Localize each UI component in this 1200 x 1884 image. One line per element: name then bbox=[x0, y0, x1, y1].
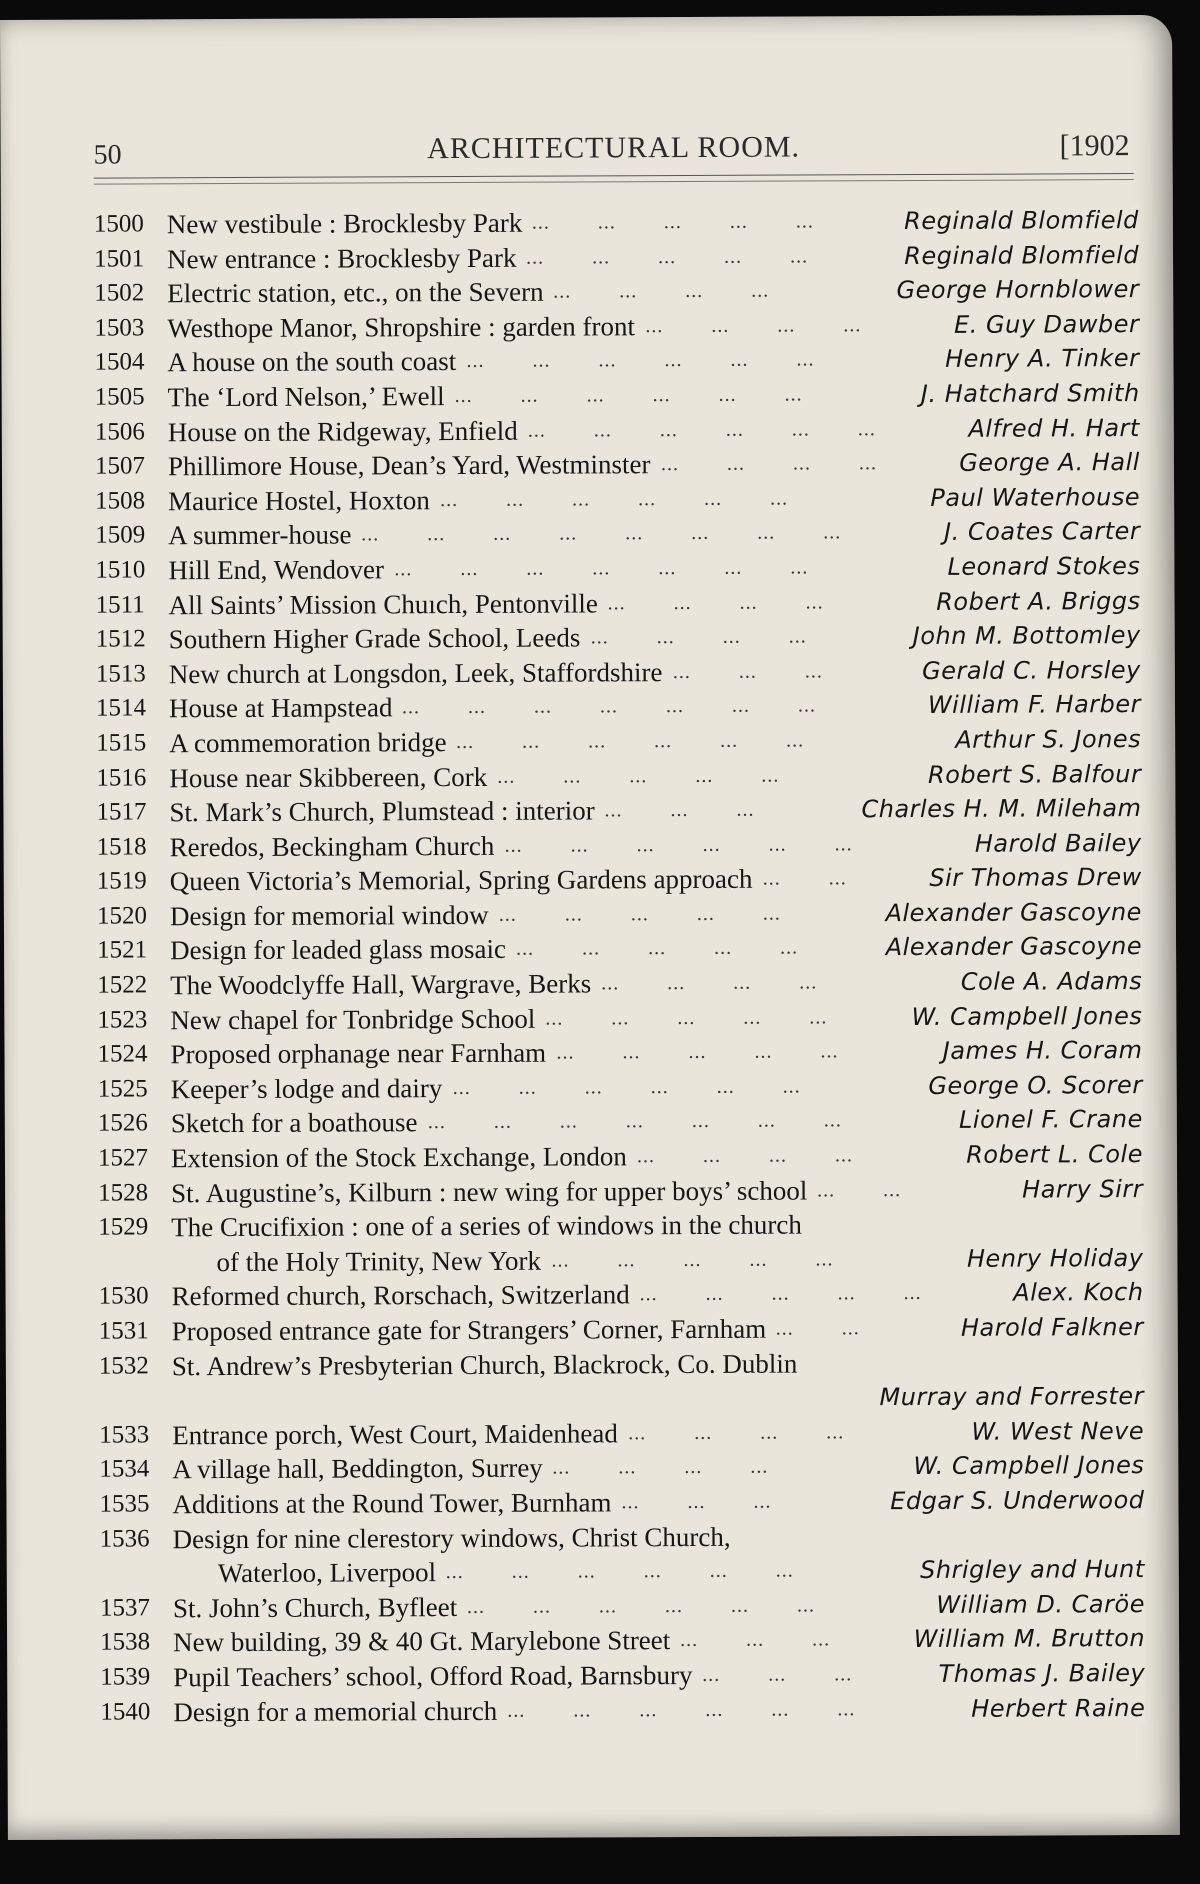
entry-title: All Saints’ Mission Chuıch, Pentonville bbox=[168, 587, 598, 620]
dot-leader: ... ... bbox=[762, 867, 847, 890]
catalogue-entry bbox=[97, 895, 1142, 934]
entry-number: 1529 bbox=[98, 1213, 149, 1241]
entry-author: Paul Waterhouse bbox=[922, 480, 1140, 516]
entry-line bbox=[97, 929, 1142, 968]
entry-author: Murray and Forrester bbox=[871, 1379, 1144, 1415]
dot-leader: ... ... ... bbox=[680, 1628, 831, 1652]
catalogue-entries bbox=[94, 203, 1146, 1730]
entry-number: 1500 bbox=[93, 210, 144, 238]
entry-line bbox=[98, 1275, 1143, 1314]
entry-title: of the Holy Trinity, New York bbox=[216, 1245, 542, 1277]
entry-author: Thomas J. Bailey bbox=[931, 1656, 1146, 1692]
entry-line bbox=[99, 1310, 1144, 1349]
entry-title: A house on the south coast bbox=[167, 346, 457, 378]
entry-number: 1502 bbox=[94, 279, 145, 307]
entry-title: Keeper’s lodge and dairy bbox=[170, 1072, 443, 1105]
entry-number: 1532 bbox=[98, 1351, 149, 1380]
dot-leader: ... ... bbox=[817, 1178, 902, 1202]
entry-author: William D. Caröe bbox=[928, 1587, 1145, 1623]
entry-number: 1538 bbox=[100, 1628, 151, 1656]
entry-title: New entrance : Brocklesby Park bbox=[166, 242, 517, 274]
entry-author: Alexander Gascoyne bbox=[877, 895, 1141, 931]
dot-leader: ... ... ... ... ... bbox=[516, 936, 799, 961]
dot-leader: ... ... ... ... ... ... ... bbox=[401, 694, 817, 719]
entry-author: E. Guy Dawber bbox=[946, 307, 1139, 342]
entry-number: 1523 bbox=[97, 1006, 148, 1034]
entry-title: House at Hampstead bbox=[168, 692, 393, 724]
entry-number: 1511 bbox=[95, 590, 145, 619]
entry-author: J. Hatchard Smith bbox=[913, 376, 1140, 412]
entry-line bbox=[98, 1206, 1143, 1245]
entry-title: Hill End, Wendover bbox=[168, 554, 385, 586]
catalogue-entry bbox=[96, 722, 1141, 761]
entry-line bbox=[95, 549, 1140, 588]
entry-number: 1520 bbox=[96, 902, 147, 930]
dot-leader: ... ... ... ... ... ... bbox=[452, 1075, 801, 1099]
catalogue-entry bbox=[95, 480, 1140, 519]
catalogue-entry bbox=[97, 826, 1142, 865]
catalogue-entry bbox=[95, 411, 1140, 450]
entry-title: St. John’s Church, Byfleet bbox=[172, 1591, 458, 1624]
entry-title: The Crucifixion : one of a series of windows in the church bbox=[171, 1209, 802, 1243]
entry-author: Cole A. Adams bbox=[953, 964, 1143, 999]
entry-title: A summer-house bbox=[168, 519, 352, 551]
entry-line bbox=[96, 791, 1141, 830]
entry-line bbox=[98, 1102, 1143, 1141]
entry-title: Design for memorial window bbox=[169, 899, 489, 932]
catalogue-entry bbox=[95, 445, 1140, 484]
dot-leader: ... ... ... bbox=[672, 660, 823, 683]
entry-number: 1539 bbox=[100, 1663, 151, 1691]
entry-author: W. West Neve bbox=[963, 1414, 1144, 1449]
entry-title: New building, 39 & 40 Gt. Marylebone Street bbox=[173, 1625, 671, 1658]
entry-line bbox=[95, 584, 1140, 623]
running-title: ARCHITECTURAL ROOM. bbox=[427, 130, 801, 166]
catalogue-entry bbox=[98, 1102, 1143, 1141]
page-number: 50 bbox=[93, 139, 122, 171]
entry-number: 1507 bbox=[94, 452, 146, 480]
entry-line bbox=[96, 757, 1141, 796]
dot-leader: ... ... ... ... ... bbox=[531, 210, 814, 234]
catalogue-entry bbox=[95, 549, 1140, 588]
entry-number: 1503 bbox=[94, 314, 145, 342]
catalogue-entry bbox=[97, 964, 1142, 1003]
catalogue-entry bbox=[98, 1137, 1143, 1176]
entry-line bbox=[95, 514, 1140, 553]
entry-author: Robert A. Briggs bbox=[928, 584, 1141, 620]
dot-leader: ... ... ... bbox=[702, 1663, 853, 1686]
entry-line bbox=[97, 860, 1142, 899]
entry-line bbox=[94, 272, 1139, 311]
dot-leader: ... ... ... ... ... ... bbox=[466, 348, 815, 373]
entry-line bbox=[94, 238, 1139, 277]
entry-line bbox=[99, 1483, 1144, 1522]
catalogue-entry bbox=[94, 341, 1139, 380]
entry-author: Sir Thomas Drew bbox=[921, 860, 1142, 896]
catalogue-entry bbox=[96, 687, 1141, 726]
entry-number: 1531 bbox=[98, 1317, 149, 1345]
entry-continuation-line bbox=[100, 1552, 1145, 1591]
entry-title: Entrance porch, West Court, Maidenhead bbox=[172, 1418, 618, 1451]
dot-leader: ... ... ... ... bbox=[553, 279, 770, 303]
entry-title: New church at Longsdon, Leek, Staffordshire bbox=[168, 656, 663, 689]
entry-title: A commemoration bridge bbox=[169, 726, 447, 759]
entry-title: Extension of the Stock Exchange, London bbox=[170, 1141, 627, 1174]
dot-leader: ... ... ... bbox=[604, 798, 755, 822]
catalogue-entry bbox=[96, 791, 1141, 830]
dot-leader: ... ... ... ... ... ... bbox=[440, 487, 789, 511]
dot-leader: ... ... ... ... bbox=[636, 1144, 854, 1168]
catalogue-entry bbox=[99, 1345, 1144, 1419]
dot-leader: ... ... ... ... ... ... bbox=[507, 1697, 856, 1722]
entry-number: 1501 bbox=[93, 244, 145, 273]
entry-line bbox=[99, 1345, 1144, 1384]
entry-line bbox=[97, 826, 1142, 865]
dot-leader: ... ... ... ... ... bbox=[525, 245, 809, 269]
catalogue-entry bbox=[95, 376, 1140, 415]
entry-number: 1514 bbox=[95, 694, 147, 722]
entry-line bbox=[99, 1448, 1144, 1487]
entry-number: 1537 bbox=[99, 1594, 150, 1622]
catalogue-entry bbox=[96, 757, 1141, 796]
entry-number: 1530 bbox=[98, 1282, 149, 1310]
catalogue-entry bbox=[95, 584, 1140, 623]
entry-author: Harold Bailey bbox=[967, 826, 1142, 861]
dot-leader: ... ... ... ... ... ... bbox=[456, 729, 805, 753]
entry-title: Queen Victoria’s Memorial, Spring Gardens approach bbox=[169, 864, 753, 897]
entry-line bbox=[95, 376, 1140, 415]
catalogue-entry bbox=[98, 1206, 1143, 1280]
entry-title: Design for leaded glass mosaic bbox=[169, 934, 507, 966]
entry-author: Robert L. Cole bbox=[958, 1137, 1143, 1172]
entry-title: Southern Higher Grade School, Leeds bbox=[168, 622, 581, 655]
catalogue-entry bbox=[94, 203, 1139, 242]
dot-leader: ... ... ... ... ... ... ... bbox=[427, 1109, 842, 1134]
dot-leader: ... ... ... ... ... ... bbox=[504, 832, 853, 857]
entry-title: Reredos, Beckingham Church bbox=[169, 830, 495, 862]
year-marker: [1902 bbox=[1059, 129, 1130, 163]
catalogue-entry bbox=[97, 1033, 1142, 1072]
entry-title: St. Augustine’s, Kilburn : new wing for upper boys’ school bbox=[171, 1175, 808, 1208]
catalogue-entry bbox=[97, 860, 1142, 899]
catalogue-entry bbox=[100, 1656, 1145, 1695]
entry-author: William M. Brutton bbox=[906, 1621, 1145, 1657]
catalogue-entry bbox=[98, 1275, 1143, 1314]
entry-title: Phillimore House, Dean’s Yard, Westminster bbox=[167, 449, 651, 482]
entry-title: New chapel for Tonbridge School bbox=[170, 1003, 536, 1035]
entry-title: Reformed church, Rorschach, Switzerland bbox=[171, 1279, 630, 1312]
dot-leader: ... ... ... ... bbox=[590, 625, 807, 649]
entry-number: 1519 bbox=[96, 867, 147, 895]
entry-line bbox=[94, 203, 1139, 242]
entry-number: 1522 bbox=[97, 971, 148, 999]
entry-title: Proposed orphanage near Farnham bbox=[170, 1037, 547, 1070]
entry-title: Electric station, etc., on the Severn bbox=[167, 276, 544, 309]
entry-author: Harold Falkner bbox=[953, 1310, 1144, 1345]
book-page bbox=[0, 15, 1180, 1840]
entry-author: Harry Sirr bbox=[1014, 1172, 1143, 1207]
entry-author: John M. Bottomley bbox=[905, 618, 1141, 654]
entry-author: Reginald Blomfield bbox=[896, 203, 1139, 239]
entry-number: 1540 bbox=[100, 1697, 151, 1726]
entry-number: 1528 bbox=[98, 1178, 149, 1207]
entry-number: 1509 bbox=[95, 521, 146, 549]
entry-number: 1524 bbox=[97, 1040, 148, 1068]
entry-author: Arthur S. Jones bbox=[947, 722, 1141, 757]
entry-title: Maurice Hostel, Hoxton bbox=[168, 484, 430, 517]
entry-number: 1517 bbox=[96, 798, 147, 826]
catalogue-entry bbox=[94, 307, 1139, 346]
entry-line bbox=[94, 307, 1139, 346]
catalogue-entry bbox=[98, 1172, 1143, 1211]
entry-author: Herbert Raine bbox=[963, 1691, 1145, 1726]
entry-line bbox=[98, 1172, 1143, 1211]
catalogue-entry bbox=[96, 618, 1141, 657]
entry-line bbox=[95, 411, 1140, 450]
catalogue-entry bbox=[100, 1518, 1145, 1592]
catalogue-entry bbox=[99, 1483, 1144, 1522]
entry-title: Sketch for a boathouse bbox=[170, 1107, 418, 1139]
entry-author: William F. Harber bbox=[920, 687, 1141, 723]
entry-number: 1527 bbox=[97, 1144, 149, 1172]
entry-author: Edgar S. Underwood bbox=[882, 1483, 1144, 1519]
dot-leader: ... ... ... ... ... bbox=[497, 764, 780, 788]
entry-number: 1533 bbox=[99, 1421, 150, 1449]
entry-line bbox=[96, 687, 1141, 726]
dot-leader: ... ... ... ... ... ... ... bbox=[394, 556, 809, 581]
entry-line bbox=[97, 895, 1142, 934]
entry-title: St. Mark’s Church, Plumstead : interior bbox=[169, 795, 595, 828]
dot-leader: ... ... ... ... ... bbox=[545, 1006, 828, 1030]
catalogue-entry bbox=[94, 272, 1139, 311]
entry-line bbox=[100, 1587, 1145, 1626]
entry-author: George A. Hall bbox=[951, 445, 1140, 480]
entry-author: Lionel F. Crane bbox=[951, 1102, 1143, 1137]
entry-continuation-line bbox=[98, 1241, 1143, 1280]
entry-author: Alfred H. Hart bbox=[960, 411, 1140, 446]
dot-leader: ... ... ... ... ... ... bbox=[454, 383, 803, 407]
entry-number: 1521 bbox=[97, 936, 148, 965]
entry-continuation-line bbox=[99, 1379, 1144, 1418]
entry-line bbox=[98, 1068, 1143, 1107]
entry-number: 1526 bbox=[97, 1109, 148, 1138]
entry-title: Additions at the Round Tower, Burnham bbox=[172, 1487, 612, 1520]
catalogue-entry bbox=[100, 1587, 1145, 1626]
catalogue-entry bbox=[95, 514, 1140, 553]
entry-number: 1512 bbox=[95, 625, 146, 653]
entry-title: Westhope Manor, Shropshire : garden front bbox=[167, 311, 636, 344]
dot-leader: ... ... ... bbox=[621, 1490, 772, 1514]
catalogue-entry bbox=[98, 1068, 1143, 1107]
entry-line bbox=[96, 653, 1141, 692]
entry-author: Gerald C. Horsley bbox=[914, 653, 1141, 689]
dot-leader: ... ... ... ... bbox=[628, 1421, 845, 1445]
dot-leader: ... ... ... ... ... ... bbox=[527, 417, 876, 442]
dot-leader: ... ... ... ... bbox=[660, 452, 877, 476]
dot-leader: ... ... bbox=[775, 1317, 860, 1340]
dot-leader: ... ... ... ... bbox=[607, 590, 824, 614]
entry-line bbox=[96, 722, 1141, 761]
catalogue-entry bbox=[96, 653, 1141, 692]
entry-line bbox=[95, 480, 1140, 519]
entry-author: Reginald Blomfield bbox=[896, 238, 1139, 274]
catalogue-entry bbox=[99, 1448, 1144, 1487]
entry-number: 1504 bbox=[94, 348, 145, 376]
entry-title: Design for nine clerestory windows, Christ Church, bbox=[172, 1521, 731, 1554]
entry-line bbox=[97, 999, 1142, 1038]
entry-line bbox=[100, 1656, 1145, 1695]
entry-line bbox=[97, 964, 1142, 1003]
dot-leader: ... ... ... ... ... bbox=[556, 1040, 839, 1064]
dot-leader: ... ... ... ... ... bbox=[498, 902, 781, 926]
dot-leader: ... ... ... ... bbox=[552, 1456, 769, 1479]
catalogue-entry bbox=[100, 1691, 1145, 1730]
entry-number: 1515 bbox=[96, 729, 147, 757]
entry-line bbox=[94, 341, 1139, 380]
dot-leader: ... ... ... ... bbox=[645, 314, 862, 337]
entry-line bbox=[96, 618, 1141, 657]
entry-line bbox=[100, 1621, 1145, 1660]
entry-title: The Woodclyffe Hall, Wargrave, Berks bbox=[170, 968, 592, 1001]
entry-author: Leonard Stokes bbox=[939, 549, 1140, 584]
catalogue-entry bbox=[99, 1414, 1144, 1453]
dot-leader: ... ... ... ... ... bbox=[551, 1248, 834, 1272]
entry-author: James H. Coram bbox=[935, 1033, 1143, 1068]
entry-author: W. Campbell Jones bbox=[905, 1448, 1144, 1484]
catalogue-entry bbox=[94, 238, 1139, 277]
entry-author: J. Coates Carter bbox=[936, 514, 1140, 549]
entry-number: 1535 bbox=[99, 1490, 150, 1518]
entry-author: Henry A. Tinker bbox=[937, 341, 1140, 376]
entry-number: 1516 bbox=[96, 763, 147, 792]
entry-line bbox=[100, 1691, 1145, 1730]
page-bottom-edge bbox=[0, 1840, 1200, 1884]
entry-number: 1510 bbox=[95, 556, 146, 584]
entry-author: Alexander Gascoyne bbox=[878, 929, 1142, 965]
entry-title: House near Skibbereen, Cork bbox=[169, 761, 488, 793]
entry-author: Shrigley and Hunt bbox=[912, 1552, 1145, 1588]
entry-number: 1518 bbox=[96, 833, 147, 861]
entry-line bbox=[98, 1137, 1143, 1176]
catalogue-entry bbox=[97, 929, 1142, 968]
entry-number: 1506 bbox=[94, 417, 145, 446]
dot-leader: ... ... ... ... ... ... bbox=[466, 1594, 815, 1618]
entry-number: 1505 bbox=[94, 383, 145, 411]
entry-title: Pupil Teachers’ school, Offord Road, Barnsbury bbox=[173, 1659, 693, 1693]
entry-author: Henry Holiday bbox=[959, 1241, 1144, 1276]
entry-number: 1513 bbox=[95, 660, 146, 688]
catalogue-entry bbox=[97, 999, 1142, 1038]
entry-author: Robert S. Balfour bbox=[920, 757, 1141, 793]
entry-line bbox=[95, 445, 1140, 484]
entry-number: 1536 bbox=[99, 1524, 150, 1553]
entry-author: Charles H. M. Mileham bbox=[853, 791, 1141, 827]
entry-title: Design for a memorial church bbox=[173, 1695, 498, 1727]
entry-title: A village hall, Beddington, Surrey bbox=[172, 1453, 543, 1485]
entry-title: House on the Ridgeway, Enfield bbox=[167, 415, 518, 447]
entry-title: Waterloo, Liverpool bbox=[217, 1557, 437, 1589]
catalogue-entry bbox=[100, 1621, 1145, 1660]
dot-leader: ... ... ... ... bbox=[601, 971, 818, 995]
dot-leader: ... ... ... ... ... ... bbox=[445, 1559, 794, 1584]
header-rule bbox=[94, 173, 1134, 185]
entry-author: George Hornblower bbox=[888, 272, 1139, 308]
entry-title: The ‘Lord Nelson,’ Ewell bbox=[167, 381, 445, 413]
page-header bbox=[93, 123, 1133, 172]
entry-line bbox=[97, 1033, 1142, 1072]
entry-title: New vestibule : Brocklesby Park bbox=[166, 207, 523, 240]
entry-number: 1534 bbox=[99, 1455, 150, 1483]
dot-leader: ... ... ... ... ... bbox=[639, 1282, 922, 1306]
entry-author: George O. Scorer bbox=[920, 1068, 1142, 1104]
entry-line bbox=[99, 1414, 1144, 1453]
catalogue-entry bbox=[99, 1310, 1144, 1349]
entry-number: 1525 bbox=[97, 1075, 148, 1103]
entry-line bbox=[100, 1518, 1145, 1557]
entry-author: Alex. Koch bbox=[1005, 1275, 1143, 1310]
entry-number: 1508 bbox=[95, 487, 146, 515]
entry-title: St. Andrew’s Presbyterian Church, Blackrock, Co. Dublin bbox=[171, 1348, 798, 1381]
dot-leader: ... ... ... ... ... ... ... ... bbox=[361, 521, 842, 546]
entry-title: Proposed entrance gate for Strangers’ Corner, Farnham bbox=[171, 1313, 767, 1347]
entry-author: W. Campbell Jones bbox=[903, 999, 1142, 1035]
